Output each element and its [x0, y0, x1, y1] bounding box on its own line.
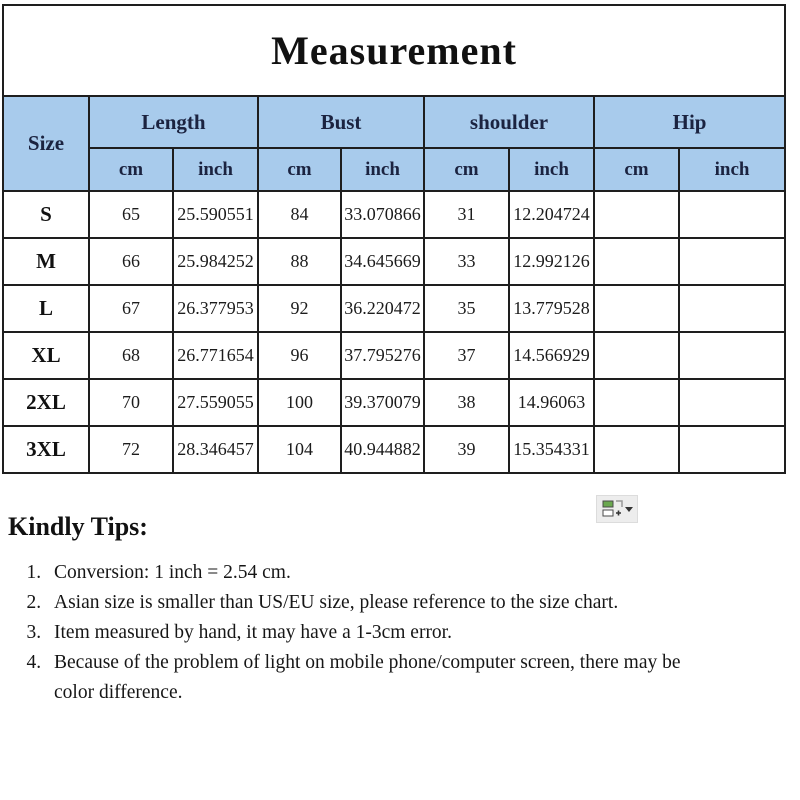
table-cell: 33	[424, 238, 509, 285]
table-cell: 35	[424, 285, 509, 332]
table-cell	[679, 332, 785, 379]
table-cell: 33.070866	[341, 191, 424, 238]
column-group-shoulder: shoulder	[424, 96, 594, 148]
row-size-label: XL	[3, 332, 89, 379]
chevron-down-icon	[625, 507, 633, 512]
table-cell: 40.944882	[341, 426, 424, 473]
table-cell: 37	[424, 332, 509, 379]
table-cell: 100	[258, 379, 341, 426]
unit-header-inch: inch	[509, 148, 594, 191]
row-size-label: M	[3, 238, 89, 285]
table-cell: 14.96063	[509, 379, 594, 426]
table-cell: 72	[89, 426, 173, 473]
table-row	[3, 332, 785, 379]
table-cell: 12.992126	[509, 238, 594, 285]
list-item: 1. Conversion: 1 inch = 2.54 cm.	[46, 558, 701, 588]
table-cell	[594, 426, 679, 473]
table-cell: 14.566929	[509, 332, 594, 379]
table-cell: 28.346457	[173, 426, 258, 473]
table-cell: 88	[258, 238, 341, 285]
list-item: 2. Asian size is smaller than US/EU size, please reference to the size chart.	[46, 588, 701, 618]
column-group-length: Length	[89, 96, 258, 148]
list-item: 4. Because of the problem of light on mobile phone/computer screen, there may be color difference.	[46, 648, 701, 708]
unit-header-cm: cm	[424, 148, 509, 191]
table-cell	[679, 379, 785, 426]
unit-header-inch: inch	[173, 148, 258, 191]
table-title-row	[3, 5, 785, 96]
unit-header-row	[3, 148, 785, 191]
kindly-tips-section	[8, 512, 728, 708]
group-header-row	[3, 96, 785, 148]
table-cell: 31	[424, 191, 509, 238]
table-cell: 36.220472	[341, 285, 424, 332]
table-row	[3, 191, 785, 238]
table-cell: 68	[89, 332, 173, 379]
tips-list	[8, 558, 728, 708]
row-size-label: 2XL	[3, 379, 89, 426]
table-cell: 84	[258, 191, 341, 238]
measurement-table	[2, 4, 786, 474]
table-cell	[679, 285, 785, 332]
table-cell: 70	[89, 379, 173, 426]
table-cell	[679, 191, 785, 238]
table-cell: 65	[89, 191, 173, 238]
list-item: 3. Item measured by hand, it may have a 1-3cm error.	[46, 618, 701, 648]
table-row	[3, 285, 785, 332]
table-cell: 92	[258, 285, 341, 332]
row-size-label: S	[3, 191, 89, 238]
table-cell: 25.590551	[173, 191, 258, 238]
table-cell: 12.204724	[509, 191, 594, 238]
table-cell	[594, 379, 679, 426]
table-cell	[594, 285, 679, 332]
table-cell	[679, 426, 785, 473]
table-row	[3, 379, 785, 426]
table-cell: 38	[424, 379, 509, 426]
table-cell	[594, 238, 679, 285]
table-cell: 37.795276	[341, 332, 424, 379]
table-cell: 67	[89, 285, 173, 332]
table-cell: 15.354331	[509, 426, 594, 473]
unit-header-inch: inch	[341, 148, 424, 191]
column-header-size: Size	[3, 96, 89, 191]
table-cell: 104	[258, 426, 341, 473]
table-cell: 96	[258, 332, 341, 379]
unit-header-cm: cm	[258, 148, 341, 191]
table-cell: 26.377953	[173, 285, 258, 332]
table-cell: 25.984252	[173, 238, 258, 285]
table-cell: 27.559055	[173, 379, 258, 426]
table-cell	[594, 191, 679, 238]
table-cell: 66	[89, 238, 173, 285]
table-cell: 13.779528	[509, 285, 594, 332]
table-cell: 26.771654	[173, 332, 258, 379]
tips-heading: Kindly Tips:	[8, 512, 148, 541]
page-title: Measurement	[3, 5, 785, 96]
table-row	[3, 426, 785, 473]
table-cell	[679, 238, 785, 285]
unit-header-inch: inch	[679, 148, 785, 191]
column-group-hip: Hip	[594, 96, 785, 148]
row-size-label: 3XL	[3, 426, 89, 473]
unit-header-cm: cm	[89, 148, 173, 191]
table-cell: 39.370079	[341, 379, 424, 426]
unit-header-cm: cm	[594, 148, 679, 191]
table-row	[3, 238, 785, 285]
column-group-bust: Bust	[258, 96, 424, 148]
table-cell: 34.645669	[341, 238, 424, 285]
row-size-label: L	[3, 285, 89, 332]
table-cell	[594, 332, 679, 379]
table-cell: 39	[424, 426, 509, 473]
